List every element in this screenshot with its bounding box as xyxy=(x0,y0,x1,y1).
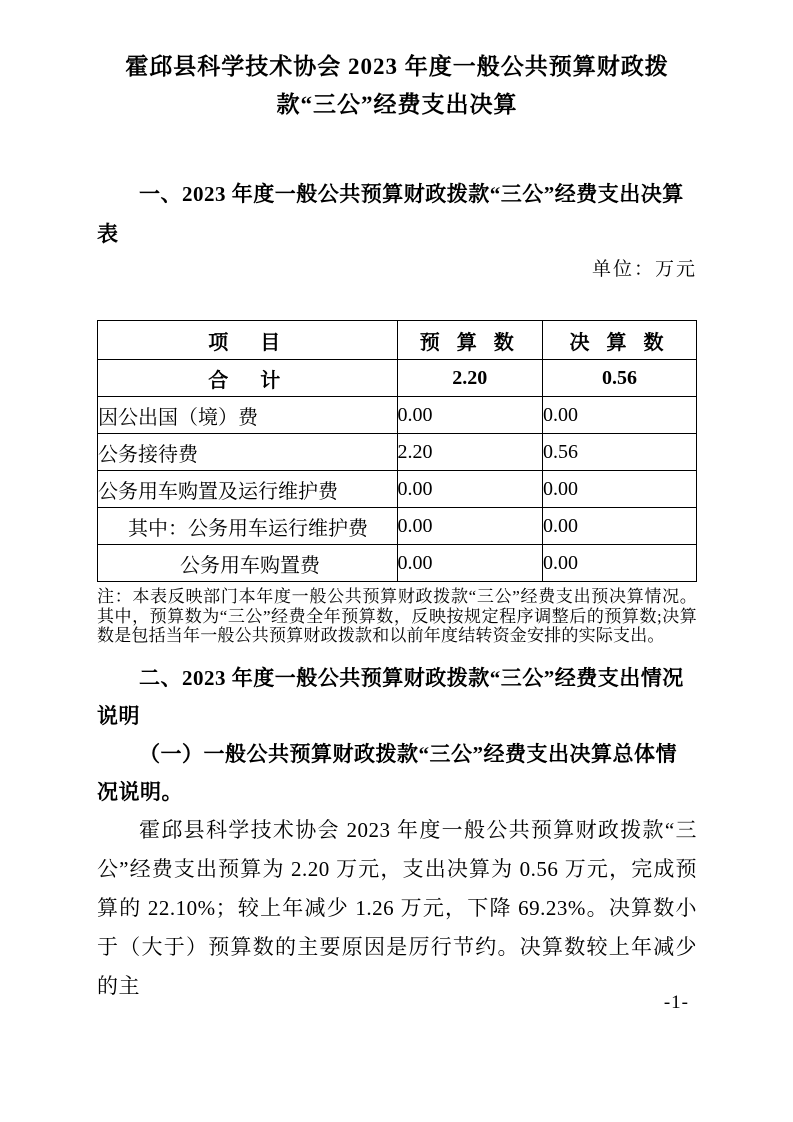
table-row xyxy=(98,508,697,545)
unit-label: 单位：万元 xyxy=(591,259,697,280)
item-cell: 合 计 xyxy=(98,360,398,397)
header-item: 项 目 xyxy=(98,321,398,360)
header-final: 决 算 数 xyxy=(543,321,697,360)
final-cell: 0.56 xyxy=(543,434,697,471)
table-row xyxy=(98,471,697,508)
budget-cell: 0.00 xyxy=(397,397,543,434)
page-number: -1- xyxy=(663,992,689,1013)
table-note: 注：本表反映部门本年度一般公共预算财政拨款“三公”经费支出预决算情况。其中，预算数为“三公”经费全年预算数，反映按规定程序调整后的预算数;决算数是包括当年一般公共预算财政拨款和以前年度结转资金安排的实际支出。 xyxy=(97,587,697,645)
budget-cell: 2.20 xyxy=(397,360,543,397)
final-cell: 0.56 xyxy=(543,360,697,397)
budget-cell: 0.00 xyxy=(397,545,543,582)
item-cell: 因公出国（境）费 xyxy=(98,397,398,434)
document-title: 霍邱县科学技术协会 2023 年度一般公共预算财政拨款“三公”经费支出决算 xyxy=(125,54,669,117)
final-cell: 0.00 xyxy=(543,397,697,434)
item-cell: 公务接待费 xyxy=(98,434,398,471)
item-cell: 公务用车购置及运行维护费 xyxy=(98,471,398,508)
expense-table xyxy=(97,320,697,582)
table-row xyxy=(98,360,697,397)
body-paragraph: 霍邱县科学技术协会 2023 年度一般公共预算财政拨款“三公”经费支出预算为 2.20 万元，支出决算为 0.56 万元，完成预算的 22.10%；较上年减少 1.26 万元，下降 69.23%。决算数小于（大于）预算数的主要原因是厉行节约。决算数较上年减少的主 xyxy=(97,817,697,998)
table-row xyxy=(98,545,697,582)
budget-cell: 0.00 xyxy=(397,471,543,508)
final-cell: 0.00 xyxy=(543,508,697,545)
table-row xyxy=(98,397,697,434)
subsection-heading: （一）一般公共预算财政拨款“三公”经费支出决算总体情况说明。 xyxy=(97,741,677,804)
table-header-row xyxy=(98,321,697,360)
item-cell: 公务用车购置费 xyxy=(98,545,398,582)
header-budget: 预 算 数 xyxy=(397,321,543,360)
budget-cell: 2.20 xyxy=(397,434,543,471)
item-cell: 其中：公务用车运行维护费 xyxy=(98,508,398,545)
final-cell: 0.00 xyxy=(543,471,697,508)
table-row xyxy=(98,434,697,471)
budget-cell: 0.00 xyxy=(397,508,543,545)
final-cell: 0.00 xyxy=(543,545,697,582)
section-1-heading: 一、2023 年度一般公共预算财政拨款“三公”经费支出决算表 xyxy=(97,182,684,246)
section-2-heading: 二、2023 年度一般公共预算财政拨款“三公”经费支出情况说明 xyxy=(97,665,684,728)
